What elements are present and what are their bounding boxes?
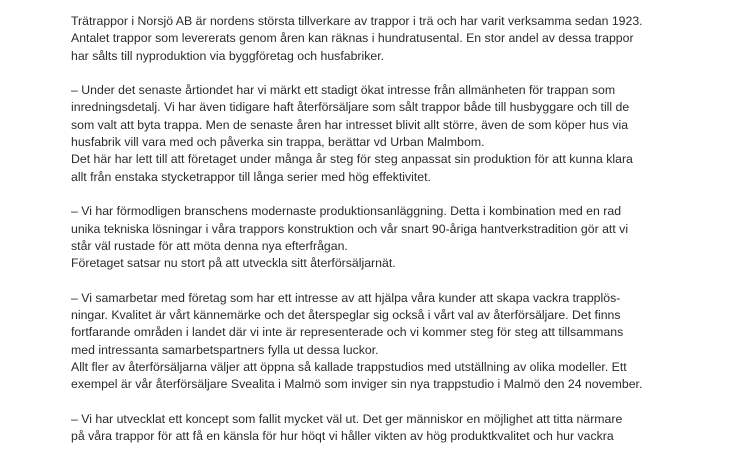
text-line: Det här har lett till att företaget under många år steg för steg anpassat sin produktion för att kunna klara (71, 152, 633, 167)
paragraph-quote-interest (71, 82, 711, 186)
text-line: – Vi har förmodligen branschens modernaste produktionsanläggning. Detta i kombination med en rad (71, 204, 622, 219)
paragraph-intro (71, 13, 711, 65)
text-line: – Vi har utvecklat ett koncept som fallit mycket väl ut. Det ger människor en möjlighet att titta närmare (71, 411, 623, 426)
text-line: – Under det senaste årtiondet har vi märkt ett stadigt ökat intresse från allmänheten för trappan som (71, 83, 616, 98)
text-line: på våra trappor för att få en känsla för hur höqt vi håller vikten av hög produktkvalitet och hur vackra (71, 429, 614, 444)
text-line: – Vi samarbetar med företag som har ett intresse av att hjälpa våra kunder att skapa vackra trapplös- (71, 290, 621, 305)
text-line: fortfarande områden i landet där vi inte är representerade och vi kommer steg för steg att tillsammans (71, 325, 624, 340)
text-line: med intressanta samarbetspartners fylla ut dessa luckor. (71, 342, 379, 357)
paragraph-quote-production (71, 203, 711, 272)
text-line: står väl rustade för att möta denna nya efterfrågan. (71, 238, 348, 253)
text-line: inredningsdetalj. Vi har även tidigare haft återförsäljare som sålt trappor både till husbyggare och till de (71, 100, 630, 115)
text-line: Allt fler av återförsäljarna väljer att öppna så kallade trappstudios med utställning av olika modeller. Ett (71, 359, 627, 374)
text-line: Företaget satsar nu stort på att utveckla sitt återförsäljarnät. (71, 256, 396, 271)
text-line: Antalet trappor som levererats genom åren kan räknas i hundratusental. En stor andel av dessa trappor (71, 31, 634, 46)
text-line: allt från enstaka stycketrappor till långa serier med hög effektivitet. (71, 169, 431, 184)
text-line: exempel är vår återförsäljare Svealita i Malmö som inviger sin nya trappstudio i Malmö den 24 november. (71, 377, 643, 392)
text-line: ningar. Kvalitet är vårt kännemärke och det återspeglar sig också i vårt val av återförsäljare. Det finns (71, 308, 621, 323)
article-body (71, 13, 711, 463)
text-line: unika tekniska lösningar i våra trappors konstruktion och vår snart 90-åriga hantverkstradition gör att vi (71, 221, 629, 236)
text-line: husfabrik vill vara med och påverka sin trappa, berättar vd Urban Malmbom. (71, 135, 485, 150)
text-line: som valt att byta trappa. Men de senaste åren har intresset blivit allt större, även de som köper hus via (71, 117, 629, 132)
text-line: Trätrappor i Norsjö AB är nordens största tillverkare av trappor i trä och har varit verksamma sedan 1923. (71, 14, 643, 28)
paragraph-quote-retailers (71, 290, 711, 394)
paragraph-quote-concept (71, 411, 711, 446)
text-line: har sålts till nyproduktion via byggföretag och husfabriker. (71, 48, 385, 63)
